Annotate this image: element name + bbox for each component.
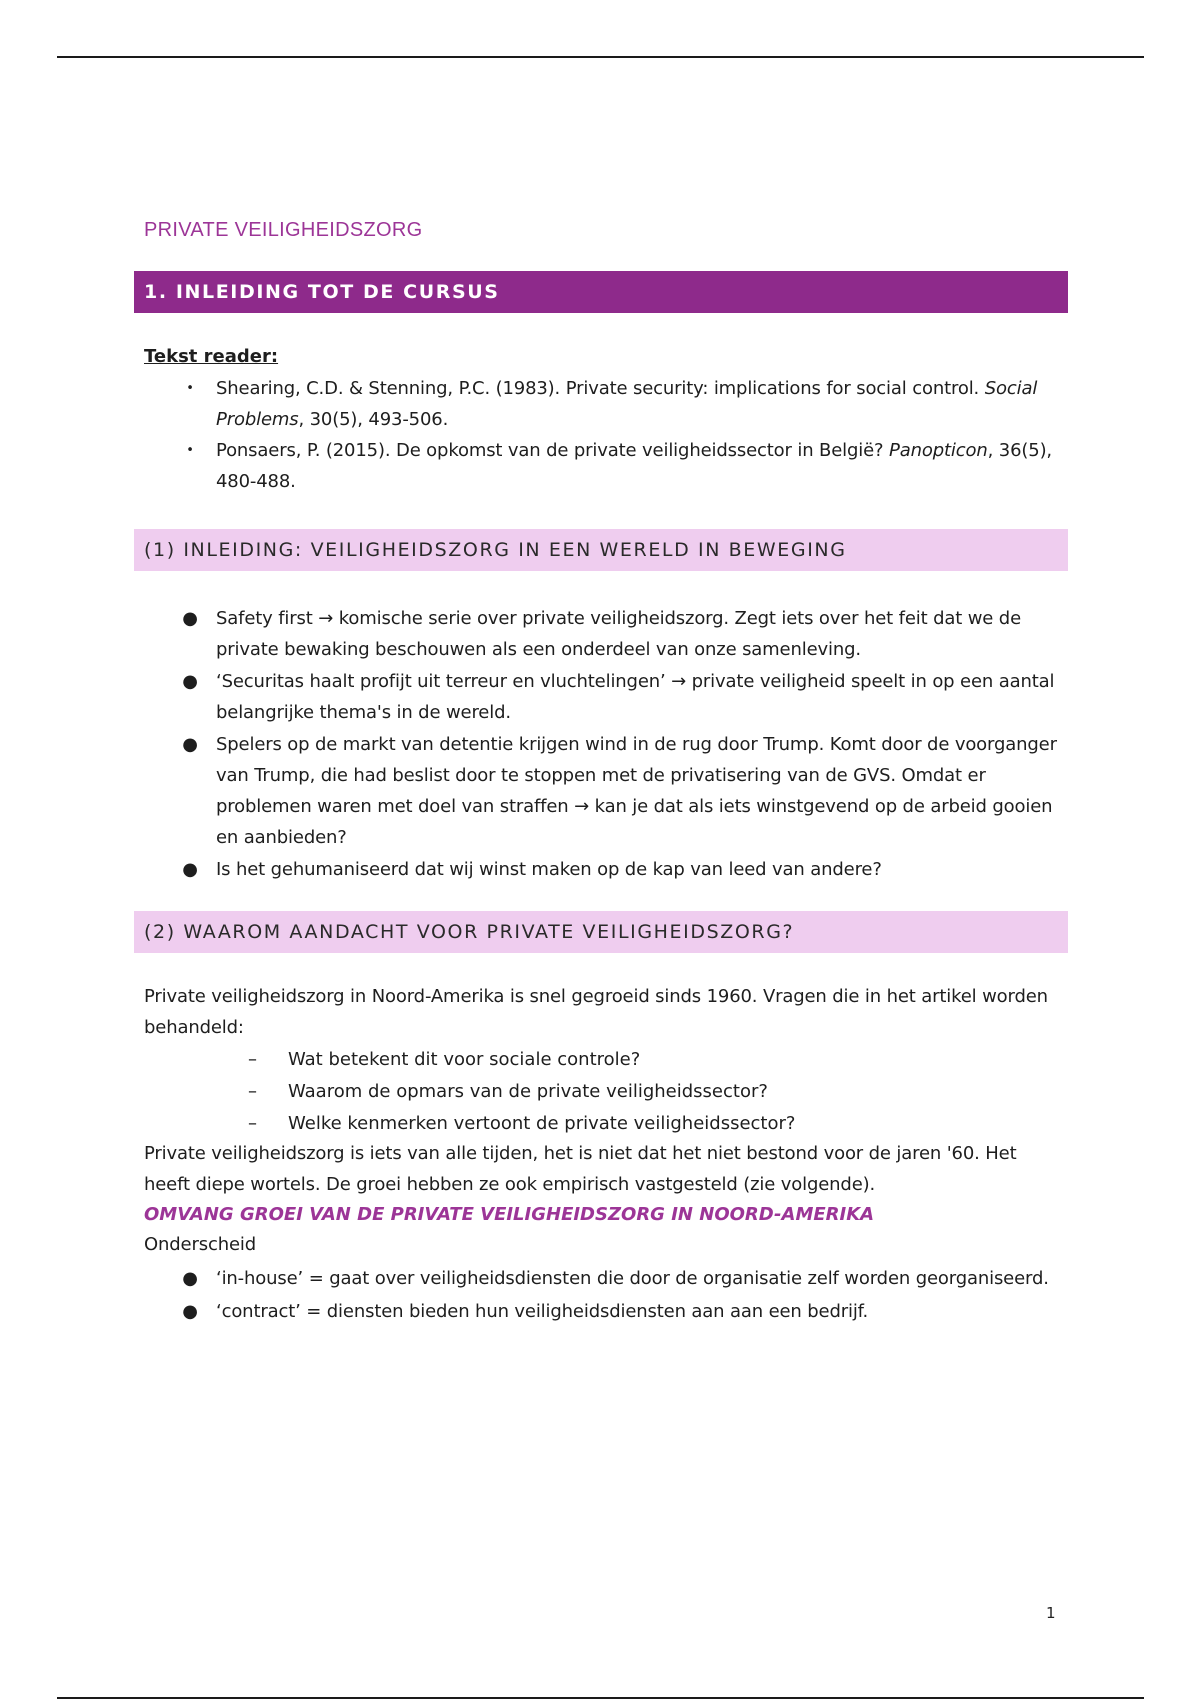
list-item [134,1296,1068,1327]
reference-details: , 30(5), 493-506. [298,409,449,430]
reader-label: Tekst reader: [144,346,279,367]
distinction-list [134,1263,1068,1329]
bullet-icon: • [186,381,194,396]
question-item [134,1108,1068,1140]
reference-item [134,435,1068,497]
history-paragraph: Private veiligheidszorg is iets van alle tijden, het is niet dat het niet bestond voor de jaren '60. Het heeft diepe wortels. De groei hebben ze ook empirisch vastgesteld (zie volgende). [144,1143,1017,1195]
journal-title: Panopticon [889,440,988,461]
bullet-icon: ● [182,859,198,880]
header-rule [57,56,1144,58]
reference-details: , 36(5), 480-488. [216,440,1053,492]
reference-item [134,373,1068,435]
dash-icon: – [248,1081,257,1102]
question-item [134,1076,1068,1108]
list-item-text: Spelers op de markt van detentie krijgen wind in de rug door Trump. Komt door de voorganger van Trump, die had beslist door te stoppen met de privatisering van de GVS. Omdat er problemen waren met doel van straffen → kan je dat als iets winstgevend op de arbeid gooien en aanbieden? [216,734,1057,848]
dash-icon: – [248,1049,257,1070]
question-text: Waarom de opmars van de private veiligheidssector? [288,1081,768,1102]
list-item [134,1263,1068,1294]
dash-icon: – [248,1113,257,1134]
bullet-icon: ● [182,1268,198,1289]
bullet-icon: ● [182,734,198,755]
list-item-text: ‘in-house’ = gaat over veiligheidsdiensten die door de organisatie zelf worden georganiseerd. [216,1268,1049,1289]
subsection-heading-2: (2) WAAROM AANDACHT VOOR PRIVATE VEILIGHEIDSZORG? [134,911,1068,953]
list-item-text: Safety first → komische serie over private veiligheidszorg. Zegt iets over het feit dat we de private bewaking beschouwen als een onderdeel van onze samenleving. [216,608,1021,660]
subsection-heading-1: (1) INLEIDING: VEILIGHEIDSZORG IN EEN WERELD IN BEWEGING [134,529,1068,571]
reference-text: Ponsaers, P. (2015). De opkomst van de private veiligheidssector in België? [216,440,890,461]
document-title: PRIVATE VEILIGHEIDSZORG [144,219,423,241]
bullet-icon: ● [182,1301,198,1322]
list-item [134,854,1068,885]
intro-paragraph: Private veiligheidszorg in Noord-Amerika is snel gegroeid sinds 1960. Vragen die in het artikel worden behandeld: [144,986,1048,1038]
bullet-icon: • [186,443,194,458]
list-item-text: Is het gehumaniseerd dat wij winst maken op de kap van leed van andere? [216,859,882,880]
list-item [134,729,1068,853]
journal-title: Social Problems [216,378,1038,430]
footer-rule [57,1697,1144,1699]
list-item-text: ‘Securitas haalt profijt uit terreur en vluchtelingen’ → private veiligheid speelt in op een aantal belangrijke thema's in de wereld. [216,671,1055,723]
question-item [134,1044,1068,1076]
reference-list [134,373,1068,497]
page-number: 1 [1046,1604,1056,1622]
growth-subheading: OMVANG GROEI VAN DE PRIVATE VEILIGHEIDSZORG IN NOORD-AMERIKA [144,1204,875,1225]
list-item [134,603,1068,665]
distinction-label: Onderscheid [144,1234,257,1255]
intro-bullet-list [134,603,1068,886]
question-list [134,1044,1068,1140]
bullet-icon: ● [182,608,198,629]
reference-text: Shearing, C.D. & Stenning, P.C. (1983). Private security: implications for social control. [216,378,985,399]
list-item [134,666,1068,728]
chapter-heading: 1. INLEIDING TOT DE CURSUS [134,271,1068,313]
bullet-icon: ● [182,671,198,692]
question-text: Wat betekent dit voor sociale controle? [288,1049,641,1070]
question-text: Welke kenmerken vertoont de private veiligheidssector? [288,1113,796,1134]
list-item-text: ‘contract’ = diensten bieden hun veiligheidsdiensten aan aan een bedrijf. [216,1301,869,1322]
